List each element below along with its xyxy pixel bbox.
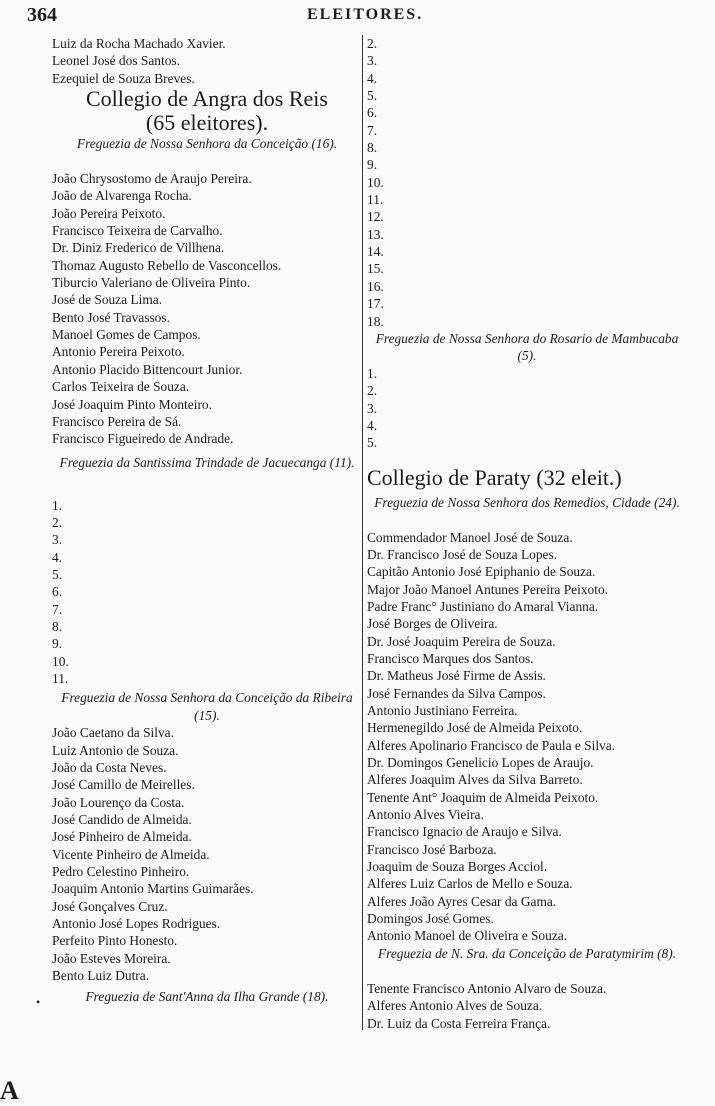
page-number: 364 (27, 4, 57, 26)
parish-elector-list (52, 724, 362, 984)
elector-number: 3. (52, 532, 63, 548)
elector-name: Tenente Ant° Joaquim de Almeida Peixoto. (367, 789, 599, 805)
elector-name: Alferes Luiz Carlos de Mello e Souza. (367, 876, 573, 892)
elector-number: 4. (52, 549, 63, 565)
elector-name: Ezequiel de Souza Breves. (52, 70, 195, 86)
college-heading: Collegio de Angra dos Reis (86, 86, 328, 112)
elector-name: Antonio Manoel de Oliveira e Souza. (367, 928, 568, 944)
left-column (52, 35, 362, 1023)
parish-heading: Freguezia de Nossa Senhora da Conceição (16). (76, 136, 338, 152)
elector-number: 7. (367, 122, 378, 138)
college-heading: Collegio de Paraty (32 eleit.) (367, 464, 622, 490)
elector-number: 10. (367, 174, 384, 190)
elector-number: 8. (367, 140, 378, 156)
elector-number: 12. (367, 209, 384, 225)
elector-name: João Lourenço da Costa. (52, 794, 185, 810)
elector-name: Dr. José Joaquim Pereira de Souza. (367, 633, 556, 649)
elector-number: 1. (367, 365, 378, 381)
elector-name: Antonio José Lopes Rodrigues. (52, 916, 221, 932)
elector-name: Joaquim Antonio Martins Guimarães. (52, 881, 254, 897)
elector-name: Perfeito Pinto Honesto. (52, 933, 178, 949)
elector-name: Dr. Luiz da Costa Ferreira França. (367, 1015, 551, 1031)
elector-number: 3. (367, 53, 378, 69)
elector-name: Francisco Teixeira de Carvalho. (52, 223, 223, 239)
parish-elector-list (52, 170, 362, 448)
elector-name: Leonel José dos Santos. (52, 53, 180, 69)
elector-number-list (367, 35, 687, 330)
elector-name: Tenente Francisco Antonio Alvaro de Souza. (367, 980, 607, 996)
elector-name: Hermenegildo José de Almeida Peixoto. (367, 720, 583, 736)
elector-name: Dr. Diniz Frederico de Villhena. (52, 240, 225, 256)
elector-number: 4. (367, 417, 378, 433)
elector-name: João Esteves Moreira. (52, 950, 171, 966)
elector-name: José Joaquim Pinto Monteiro. (52, 396, 212, 412)
elector-name: Antonio Placido Bittencourt Junior. (52, 361, 243, 377)
elector-name: Alferes Apolinario Francisco de Paula e Silva. (367, 737, 616, 753)
elector-name: Francisco Figueiredo de Andrade. (52, 431, 234, 447)
elector-name: Bento Luiz Dutra. (52, 968, 150, 984)
elector-name: João Caetano da Silva. (52, 725, 174, 741)
elector-name: João da Costa Neves. (52, 760, 167, 775)
elector-name: Dr. Domingos Genelicio Lopes de Araujo. (367, 755, 594, 771)
elector-number: 9. (367, 157, 378, 173)
elector-number: 10. (52, 653, 69, 669)
elector-number: 11. (367, 192, 384, 208)
page-header (0, 0, 715, 30)
parish-heading: Freguezia de Nossa Senhora dos Remedios, Cidade (24). (374, 494, 680, 510)
elector-number: 2. (367, 383, 378, 399)
parish-heading: Freguezia de N. Sra. da Conceição de Paratymirim (8). (377, 945, 677, 961)
elector-number: 8. (52, 618, 63, 634)
elector-name: Francisco Ignacio de Araujo e Silva. (367, 824, 562, 840)
elector-name: Domingos José Gomes. (367, 911, 494, 927)
elector-number: 6. (367, 105, 378, 121)
elector-name: José Candido de Almeida. (52, 812, 192, 828)
elector-name: José Fernandes da Silva Campos. (367, 685, 546, 701)
elector-number: 18. (367, 313, 384, 329)
parish-number-list (52, 497, 362, 688)
elector-name: Alferes Joaquim Alves da Silva Barreto. (367, 772, 583, 788)
elector-name: João Chrysostomo de Araujo Pereira. (52, 171, 252, 187)
column-divider (362, 35, 363, 1030)
elector-name: Capitão Antonio José Epiphanio de Souza. (367, 564, 596, 580)
elector-number: 3. (367, 400, 378, 416)
elector-name: João Pereira Peixoto. (52, 205, 166, 221)
elector-name: Manoel Gomes de Campos. (52, 327, 201, 343)
elector-number: 2. (52, 514, 63, 530)
elector-number-list (367, 365, 687, 452)
elector-number: 7. (52, 601, 63, 617)
elector-number: 6. (52, 584, 63, 600)
elector-number: 2. (367, 36, 378, 51)
elector-name: Major João Manoel Antunes Pereira Peixoto. (367, 581, 608, 597)
elector-name: Francisco Marques dos Santos. (367, 650, 534, 666)
elector-name: José Camillo de Meirelles. (52, 777, 195, 793)
elector-name: José Pinheiro de Almeida. (52, 829, 192, 845)
parish-heading: Freguezia de Nossa Senhora do Rosario de Mambucaba (5). (375, 330, 679, 364)
elector-name: Antonio Pereira Peixoto. (52, 344, 185, 360)
elector-name: Antonio Alves Vieira. (367, 807, 484, 823)
running-title: ELEITORES. (307, 6, 424, 23)
elector-name: Alferes João Ayres Cesar da Gama. (367, 893, 557, 909)
elector-number: 4. (367, 70, 378, 86)
elector-number: 15. (367, 261, 384, 277)
elector-name: Antonio Justiniano Ferreira. (367, 703, 518, 718)
elector-name: Francisco José Barboza. (367, 841, 497, 857)
elector-name: Tiburcio Valeriano de Oliveira Pinto. (52, 275, 251, 291)
elector-name: Vicente Pinheiro de Almeida. (52, 846, 210, 862)
elector-name: Bento José Travassos. (52, 309, 170, 325)
college-count: (65 eleitores). (145, 110, 269, 136)
parish-elector-list (367, 529, 687, 945)
elector-name: Francisco Pereira de Sá. (52, 413, 182, 429)
elector-number: 11. (52, 670, 69, 686)
elector-name: Joaquim de Souza Borges Acciol. (367, 859, 548, 875)
elector-number: 9. (52, 636, 63, 652)
parish-heading: Freguezia de Sant'Anna da Ilha Grande (18). (85, 989, 329, 1005)
elector-name: Commendador Manoel José de Souza. (367, 529, 573, 545)
parish-heading: Freguezia da Santissima Trindade de Jacuecanga (11). (59, 454, 355, 470)
elector-name: Padre Franc° Justiniano do Amaral Vianna. (367, 598, 599, 614)
elector-name: Pedro Celestino Pinheiro. (52, 864, 190, 880)
parish-elector-list (367, 980, 687, 1032)
elector-number: 5. (52, 566, 63, 582)
elector-number: 13. (367, 226, 384, 242)
elector-name: José Borges de Oliveira. (367, 616, 498, 632)
elector-name: João de Alvarenga Rocha. (52, 188, 192, 204)
elector-name: Dr. Matheus José Firme de Assis. (367, 668, 546, 684)
corner-glyph: A (0, 1076, 19, 1105)
elector-name: Thomaz Augusto Rebello de Vasconcellos. (52, 257, 282, 273)
elector-number: 5. (367, 88, 378, 104)
elector-name: Dr. Francisco José de Souza Lopes. (367, 546, 558, 562)
elector-number: 16. (367, 278, 384, 294)
elector-number: 5. (367, 435, 378, 451)
elector-name: Luiz Antonio de Souza. (52, 742, 179, 758)
right-column (367, 35, 687, 1032)
parish-heading: Freguezia de Nossa Senhora da Conceição da Ribeira (15). (61, 690, 353, 723)
elector-name: José Gonçalves Cruz. (52, 898, 168, 914)
elector-number: 14. (367, 244, 384, 260)
elector-name: Carlos Teixeira de Souza. (52, 379, 190, 395)
elector-number: 1. (52, 497, 63, 513)
margin-mark: • (36, 995, 41, 1009)
elector-name: Luiz da Rocha Machado Xavier. (52, 36, 226, 51)
elector-name: Alferes Antonio Alves de Souza. (367, 998, 543, 1014)
elector-name: José de Souza Lima. (52, 292, 163, 308)
elector-number: 17. (367, 296, 384, 312)
